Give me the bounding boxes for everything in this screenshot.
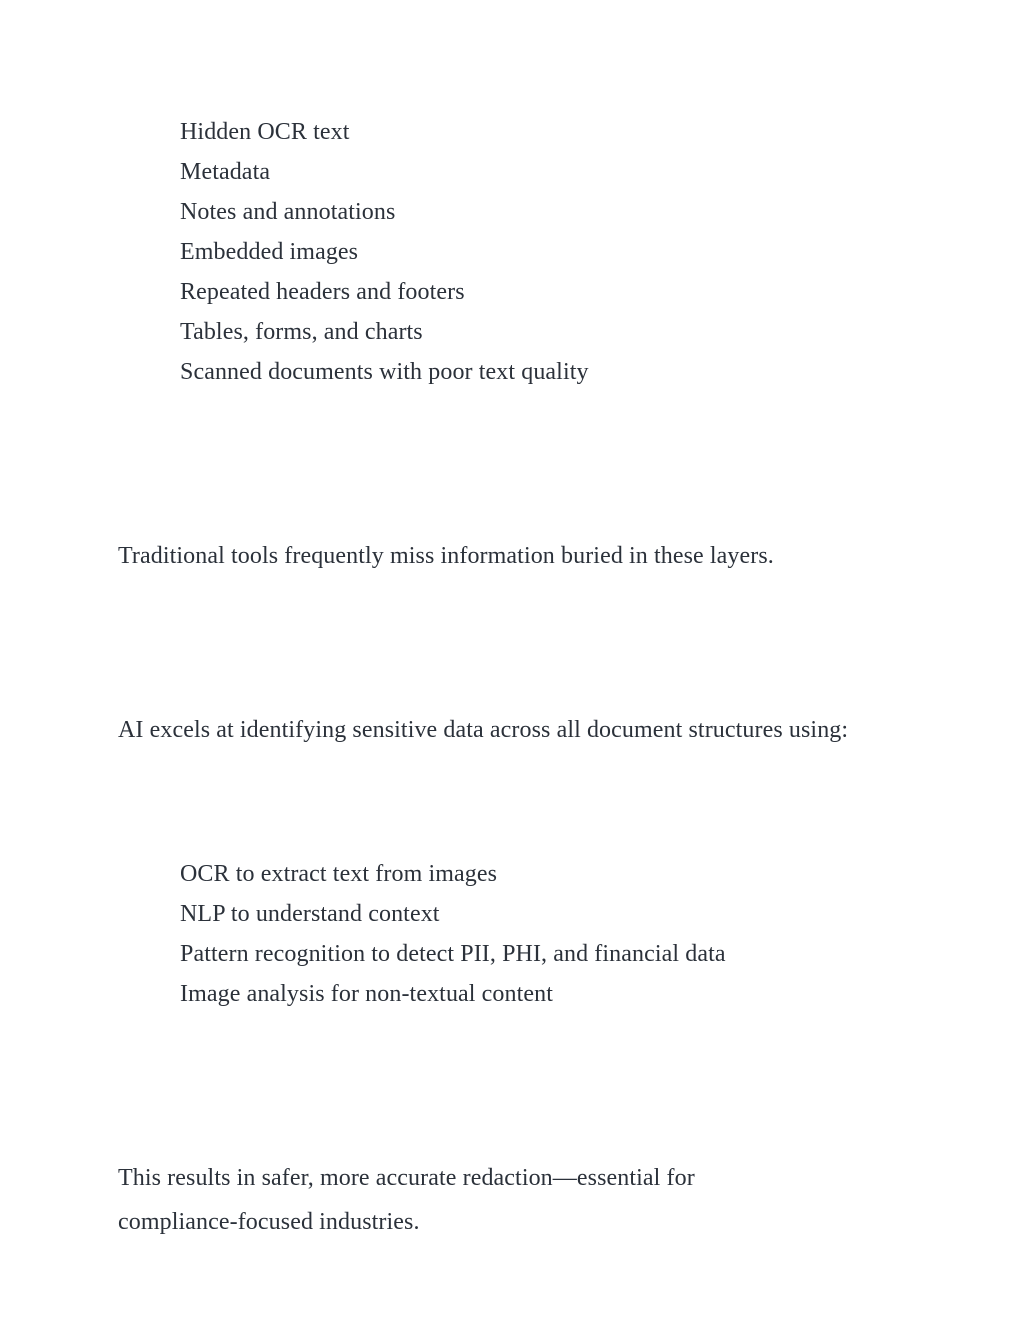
spacer [118,602,908,684]
list-item: Tables, forms, and charts [180,319,423,345]
ai-methods-list [118,854,908,1014]
list-item: Notes and annotations [180,199,396,225]
list-item: Hidden OCR text [180,119,350,145]
document-body [118,112,908,1268]
list-item: Repeated headers and footers [180,279,465,305]
hidden-content-list [118,112,908,392]
traditional-tools-paragraph: Traditional tools frequently miss information buried in these layers. [118,543,774,569]
list-item: Scanned documents with poor text quality [180,359,589,385]
list-item: NLP to understand context [180,901,440,927]
list-item: OCR to extract text from images [180,861,498,887]
spacer [118,776,908,854]
spacer [118,392,908,510]
spacer [118,1014,908,1132]
list-item: Image analysis for non-textual content [180,981,554,1007]
list-item: Pattern recognition to detect PII, PHI, and financial data [180,941,726,967]
list-item: Metadata [180,159,271,185]
list-item: Embedded images [180,239,359,265]
ai-capability-paragraph: AI excels at identifying sensitive data across all document structures using: [118,717,849,743]
conclusion-paragraph: This results in safer, more accurate redaction—essential for compliance-focused industries. [118,1165,695,1235]
